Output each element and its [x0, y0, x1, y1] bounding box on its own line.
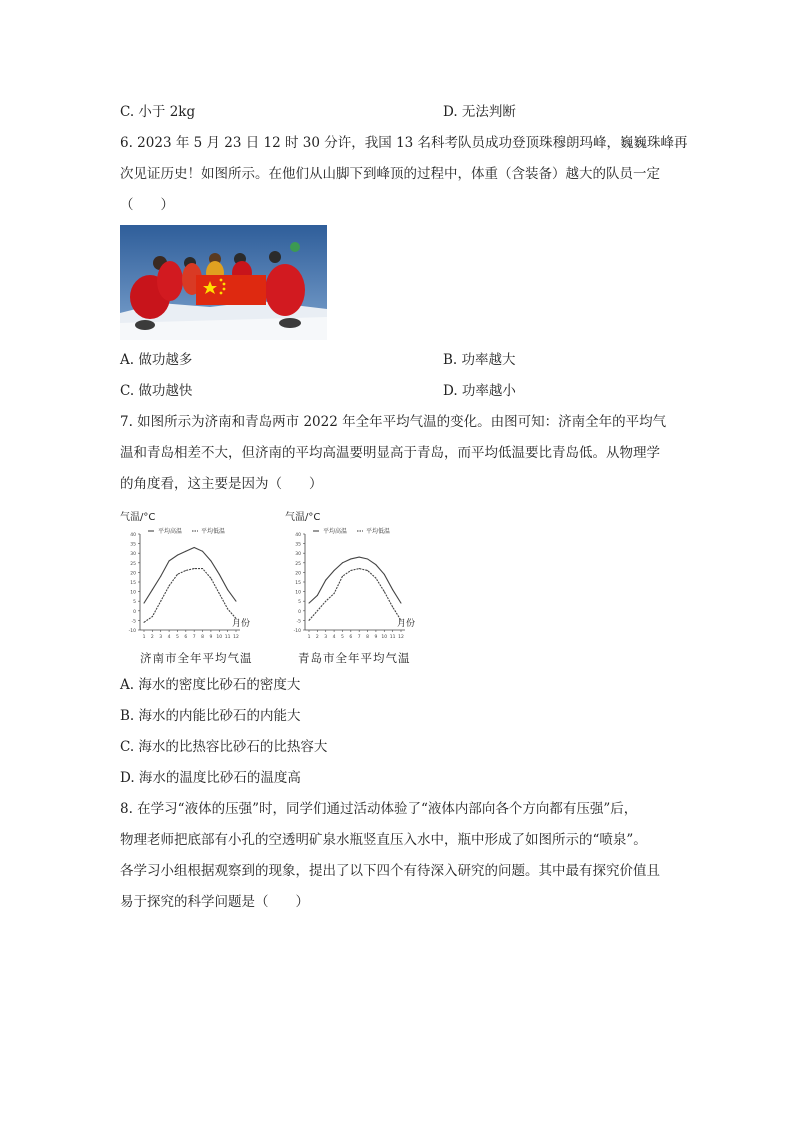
y-tick-label: 5 [298, 600, 301, 606]
qingdao-chart-caption: 青岛市全年平均气温 [298, 651, 411, 665]
x-tick-label: 9 [209, 635, 213, 640]
q7-option-b: B. 海水的内能比砂石的内能大 [120, 708, 301, 724]
y-tick-label: 30 [130, 552, 136, 558]
y-tick-label: 30 [295, 552, 301, 558]
point-high-6 [350, 558, 351, 559]
y-tick-label: 15 [295, 581, 301, 586]
x-tick-label: 8 [366, 635, 369, 640]
point-low-5 [177, 574, 178, 575]
q8-stem-line-1: 8. 在学习“液体的压强”时，同学们通过活动体验了“液体内部向各个方向都有压强”后， [120, 801, 638, 817]
x-tick-label: 7 [192, 635, 196, 640]
x-tick-label: 4 [167, 635, 171, 640]
q6-stem-line-2: 次见证历史！如图所示。在他们从山脚下到峰顶的过程中，体重（含装备）越大的队员一定 [120, 166, 660, 182]
point-low-1 [309, 620, 310, 621]
q5-option-d: D. 无法判断 [443, 104, 516, 120]
legend-high-label: 平均高温 [323, 528, 348, 535]
qingdao-temperature-chart [285, 510, 425, 645]
point-low-6 [350, 570, 351, 571]
point-high-5 [342, 562, 343, 563]
q6-stem-line-3: （ ） [120, 197, 174, 213]
x-tick-label: 7 [357, 635, 361, 640]
point-high-2 [317, 595, 318, 596]
y-tick-label: 15 [130, 581, 136, 586]
legend-low-label: 平均低温 [201, 528, 226, 535]
series-line-low [309, 569, 401, 621]
series-line-low [144, 569, 236, 623]
y-tick-label: 0 [298, 609, 301, 615]
y-axis-label: 气温/°C [285, 512, 321, 523]
point-low-8 [202, 568, 203, 569]
x-tick-label: 6 [184, 635, 188, 640]
q6-option-b: B. 功率越大 [443, 352, 516, 368]
q8-stem-line-4: 易于探究的科学问题是（ ） [120, 894, 309, 910]
y-tick-label: 10 [130, 590, 136, 596]
y-tick-label: 40 [130, 533, 136, 538]
point-low-7 [194, 568, 195, 569]
q8-stem-line-2: 物理老师把底部有小孔的空透明矿泉水瓶竖直压入水中，瓶中形成了如图所示的“喷泉”。 [120, 832, 647, 848]
point-high-6 [185, 551, 186, 552]
x-tick-label: 10 [216, 635, 223, 640]
x-tick-label: 1 [307, 635, 311, 640]
point-high-11 [227, 589, 228, 590]
x-tick-label: 9 [374, 635, 378, 640]
jinan-temperature-chart [120, 510, 260, 645]
point-high-10 [219, 574, 220, 575]
y-tick-label: 40 [295, 533, 301, 538]
x-tick-label: 2 [315, 635, 319, 640]
x-tick-label: 8 [201, 635, 204, 640]
point-high-1 [144, 603, 145, 604]
y-tick-label: -5 [131, 619, 136, 625]
y-tick-label: -10 [293, 629, 301, 634]
point-low-2 [317, 610, 318, 611]
x-tick-label: 4 [332, 635, 336, 640]
x-tick-label: 12 [398, 635, 404, 640]
q7-option-d: D. 海水的温度比砂石的温度高 [120, 770, 301, 786]
point-high-4 [169, 560, 170, 561]
series-line-high [144, 547, 236, 603]
y-tick-label: 35 [130, 542, 136, 548]
point-low-1 [144, 622, 145, 623]
point-low-3 [160, 601, 161, 602]
point-low-9 [375, 578, 376, 579]
y-tick-label: 5 [133, 600, 136, 606]
q8-stem-line-3: 各学习小组根据观察到的现象，提出了以下四个有待深入研究的问题。其中最有探究价值且 [120, 863, 660, 879]
x-axis-label: 月份 [232, 619, 251, 629]
point-high-7 [359, 557, 360, 558]
point-high-12 [236, 601, 237, 602]
x-tick-label: 2 [150, 635, 154, 640]
x-tick-label: 3 [159, 635, 163, 640]
q6-option-a: A. 做功越多 [120, 352, 193, 368]
point-low-10 [219, 593, 220, 594]
point-low-5 [342, 576, 343, 577]
legend-high-label: 平均高温 [158, 528, 183, 535]
point-low-8 [367, 570, 368, 571]
point-high-3 [160, 576, 161, 577]
x-tick-label: 11 [224, 635, 231, 640]
point-high-4 [334, 570, 335, 571]
x-axis-label: 月份 [397, 619, 416, 629]
y-tick-label: 10 [295, 590, 301, 596]
x-tick-label: 5 [341, 635, 344, 640]
point-high-9 [210, 560, 211, 561]
point-high-11 [392, 589, 393, 590]
x-tick-label: 3 [324, 635, 328, 640]
q6-option-c: C. 做功越快 [120, 383, 193, 399]
y-tick-label: 0 [133, 609, 136, 615]
y-tick-label: 25 [295, 561, 301, 567]
y-tick-label: -10 [128, 629, 136, 634]
point-low-10 [384, 591, 385, 592]
point-high-3 [325, 580, 326, 581]
q7-stem-line-1: 7. 如图所示为济南和青岛两市 2022 年全年平均气温的变化。由图可知：济南全年的平均气 [120, 414, 667, 430]
point-low-4 [169, 585, 170, 586]
point-high-2 [152, 589, 153, 590]
q6-stem-line-1: 6. 2023 年 5 月 23 日 12 时 30 分许，我国 13 名科考队员成功登顶珠穆朗玛峰，巍巍珠峰再 [120, 135, 688, 151]
q6-option-d: D. 功率越小 [443, 383, 516, 399]
point-low-4 [334, 593, 335, 594]
q7-option-c: C. 海水的比热容比砂石的比热容大 [120, 739, 328, 755]
x-tick-label: 11 [389, 635, 396, 640]
y-tick-label: 20 [130, 571, 136, 577]
point-low-2 [152, 616, 153, 617]
q5-option-c: C. 小于 2kg [120, 104, 196, 120]
x-tick-label: 1 [142, 635, 146, 640]
x-tick-label: 12 [233, 635, 239, 640]
y-tick-label: 35 [295, 542, 301, 548]
x-tick-label: 5 [176, 635, 179, 640]
point-low-3 [325, 601, 326, 602]
point-high-10 [384, 574, 385, 575]
point-low-9 [210, 578, 211, 579]
point-high-1 [309, 603, 310, 604]
point-low-6 [185, 570, 186, 571]
point-high-8 [367, 558, 368, 559]
point-high-9 [375, 564, 376, 565]
y-tick-label: -5 [296, 619, 301, 625]
y-tick-label: 20 [295, 571, 301, 577]
jinan-chart-caption: 济南市全年平均气温 [140, 651, 253, 665]
point-low-11 [227, 608, 228, 609]
point-high-8 [202, 551, 203, 552]
q7-stem-line-3: 的角度看，这主要是因为（ ） [120, 476, 323, 492]
point-high-7 [194, 547, 195, 548]
x-tick-label: 6 [349, 635, 353, 640]
legend-low-label: 平均低温 [366, 528, 391, 535]
everest-summit-photo [120, 225, 327, 340]
q7-stem-line-2: 温和青岛相差不大，但济南的平均高温要明显高于青岛，而平均低温要比青岛低。从物理学 [120, 445, 660, 461]
point-high-5 [177, 555, 178, 556]
point-low-7 [359, 568, 360, 569]
x-tick-label: 10 [381, 635, 388, 640]
y-tick-label: 25 [130, 561, 136, 567]
q7-option-a: A. 海水的密度比砂石的密度大 [120, 677, 301, 693]
point-low-11 [392, 606, 393, 607]
point-high-12 [401, 603, 402, 604]
y-axis-label: 气温/°C [120, 512, 156, 523]
